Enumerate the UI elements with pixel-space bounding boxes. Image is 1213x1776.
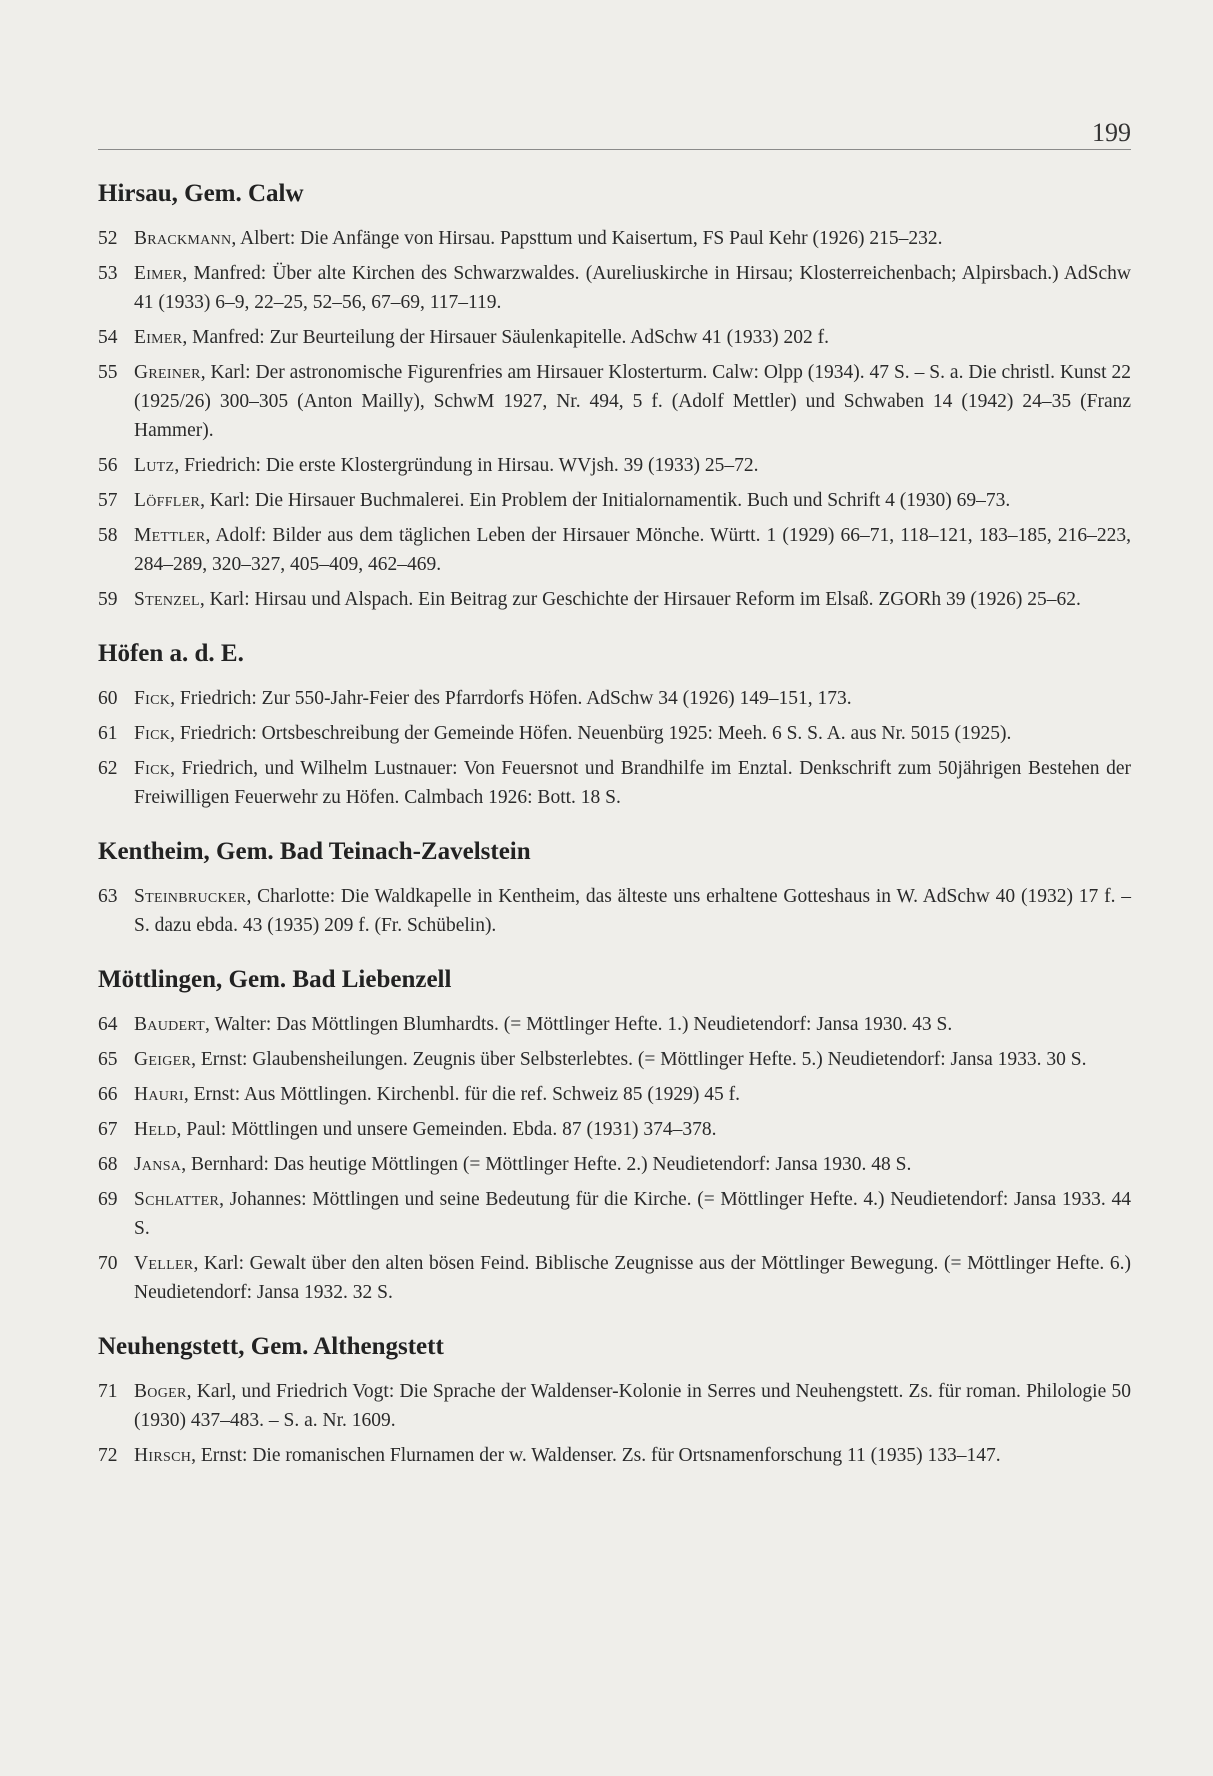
entry-text: , Karl: Die Hirsauer Buchmalerei. Ein Problem der Initialornamentik. Buch und Schrift 4 (1930) 69–73. bbox=[200, 490, 1011, 511]
entry-number: 71 bbox=[98, 1381, 118, 1402]
entry-text: , Karl, und Friedrich Vogt: Die Sprache der Waldenser-Kolonie in Serres und Neuhengstett. Zs. für roman. Philologie 50 (1930) 437–483. – S. a. Nr. 1609. bbox=[134, 1381, 1131, 1431]
entry-text: , Albert: Die Anfänge von Hirsau. Papsttum und Kaisertum, FS Paul Kehr (1926) 215–232. bbox=[231, 228, 943, 249]
entry-number: 64 bbox=[98, 1014, 118, 1035]
entry-number: 54 bbox=[98, 327, 118, 348]
entry-text: , Manfred: Zur Beurteilung der Hirsauer Säulenkapitelle. AdSchw 41 (1933) 202 f. bbox=[182, 327, 830, 348]
bibliography-entry bbox=[98, 1010, 1131, 1039]
entry-author: Veller bbox=[134, 1253, 194, 1274]
entry-number: 52 bbox=[98, 228, 118, 249]
bibliography-entry bbox=[98, 585, 1131, 614]
entry-number: 53 bbox=[98, 263, 118, 284]
entry-number: 68 bbox=[98, 1154, 118, 1175]
bibliography-entry bbox=[98, 486, 1131, 515]
section-title: Neuhengstett, Gem. Althengstett bbox=[98, 1333, 444, 1360]
entry-number: 72 bbox=[98, 1445, 118, 1466]
entry-author: Geiger bbox=[134, 1049, 192, 1070]
entry-number: 57 bbox=[98, 490, 118, 511]
entry-author: Eimer bbox=[134, 327, 183, 348]
entry-number: 56 bbox=[98, 455, 118, 476]
entry-text: , Adolf: Bilder aus dem täglichen Leben der Hirsauer Mönche. Württ. 1 (1929) 66–71, 118–121, 183–185, 216–223, 284–289, 320–327, 405–409, 462–469. bbox=[134, 525, 1131, 575]
entry-text: , Charlotte: Die Waldkapelle in Kentheim, das älteste uns erhaltene Gotteshaus in W. AdSchw 40 (1932) 17 f. – S. dazu ebda. 43 (1935) 209 f. (Fr. Schübelin). bbox=[134, 886, 1131, 936]
section-title: Höfen a. d. E. bbox=[98, 640, 244, 667]
entry-text: , Karl: Gewalt über den alten bösen Feind. Biblische Zeugnisse aus der Möttlinger Bewegung. (= Möttlinger Hefte. 6.) Neudietendorf: Jansa 1932. 32 S. bbox=[134, 1253, 1131, 1303]
entry-author: Mettler bbox=[134, 525, 206, 546]
section-title: Hirsau, Gem. Calw bbox=[98, 180, 304, 207]
entry-text: , Friedrich: Zur 550-Jahr-Feier des Pfarrdorfs Höfen. AdSchw 34 (1926) 149–151, 173. bbox=[170, 688, 852, 709]
entry-author: Eimer bbox=[134, 263, 183, 284]
entry-number: 62 bbox=[98, 758, 118, 779]
bibliography-section bbox=[98, 1331, 1131, 1470]
entry-text: , Karl: Der astronomische Figurenfries am Hirsauer Klosterturm. Calw: Olpp (1934). 47 S. – S. a. Die christl. Kunst 22 (1925/26) 300–305 (Anton Mailly), SchwM 1927, Nr. 494, 5 f. (Adolf Mettler) und Schwaben 14 (1942) 24–35 (Franz Hammer). bbox=[134, 362, 1131, 441]
entry-text: , Bernhard: Das heutige Möttlingen (= Möttlinger Hefte. 2.) Neudietendorf: Jansa 1930. 48 S. bbox=[181, 1154, 912, 1175]
bibliography-entry bbox=[98, 719, 1131, 748]
bibliography-entry bbox=[98, 1150, 1131, 1179]
bibliography-entry bbox=[98, 1441, 1131, 1470]
entry-text: , Ernst: Die romanischen Flurnamen der w. Waldenser. Zs. für Ortsnamenforschung 11 (1935) 133–147. bbox=[191, 1445, 1001, 1466]
entry-text: , Friedrich: Ortsbeschreibung der Gemeinde Höfen. Neuenbürg 1925: Meeh. 6 S. S. A. aus Nr. 5015 (1925). bbox=[170, 723, 1012, 744]
entry-author: Brackmann bbox=[134, 228, 232, 249]
bibliography-entry bbox=[98, 882, 1131, 940]
entry-number: 60 bbox=[98, 688, 118, 709]
bibliography-entry bbox=[98, 358, 1131, 445]
entry-author: Lutz bbox=[134, 455, 175, 476]
entry-text: , Ernst: Aus Möttlingen. Kirchenbl. für die ref. Schweiz 85 (1929) 45 f. bbox=[183, 1084, 740, 1105]
entry-text: , Paul: Möttlingen und unsere Gemeinden. Ebda. 87 (1931) 374–378. bbox=[176, 1119, 717, 1140]
bibliography-entry bbox=[98, 684, 1131, 713]
entry-author: Steinbrucker bbox=[134, 886, 247, 907]
section-title: Kentheim, Gem. Bad Teinach-Zavelstein bbox=[98, 838, 531, 865]
entry-author: Stenzel bbox=[134, 589, 200, 610]
bibliography-section bbox=[98, 964, 1131, 1307]
bibliography-entry bbox=[98, 1045, 1131, 1074]
entry-text: , Ernst: Glaubensheilungen. Zeugnis über Selbsterlebtes. (= Möttlinger Hefte. 5.) Neudietendorf: Jansa 1933. 30 S. bbox=[191, 1049, 1087, 1070]
entry-author: Hirsch bbox=[134, 1445, 192, 1466]
bibliography-content bbox=[98, 178, 1131, 1494]
bibliography-entry bbox=[98, 259, 1131, 317]
bibliography-entry bbox=[98, 754, 1131, 812]
bibliography-entry bbox=[98, 224, 1131, 253]
entry-author: Held bbox=[134, 1119, 177, 1140]
entry-number: 58 bbox=[98, 525, 118, 546]
bibliography-entry bbox=[98, 451, 1131, 480]
bibliography-section bbox=[98, 836, 1131, 940]
entry-author: Löffler bbox=[134, 490, 201, 511]
entry-number: 66 bbox=[98, 1084, 118, 1105]
entry-number: 70 bbox=[98, 1253, 118, 1274]
entry-number: 67 bbox=[98, 1119, 118, 1140]
entry-author: Fick bbox=[134, 723, 171, 744]
bibliography-entry bbox=[98, 1080, 1131, 1109]
entry-author: Fick bbox=[134, 758, 171, 779]
bibliography-section bbox=[98, 178, 1131, 614]
bibliography-entry bbox=[98, 1249, 1131, 1307]
section-title: Möttlingen, Gem. Bad Liebenzell bbox=[98, 966, 452, 993]
entry-number: 55 bbox=[98, 362, 118, 383]
bibliography-entry bbox=[98, 1115, 1131, 1144]
entry-number: 65 bbox=[98, 1049, 118, 1070]
bibliography-entry bbox=[98, 1377, 1131, 1435]
entry-author: Baudert bbox=[134, 1014, 206, 1035]
entry-author: Schlatter bbox=[134, 1189, 220, 1210]
entry-number: 59 bbox=[98, 589, 118, 610]
entry-text: , Friedrich, und Wilhelm Lustnauer: Von Feuersnot und Brandhilfe im Enztal. Denkschrift zum 50jährigen Bestehen der Freiwilligen Feuerwehr zu Höfen. Calmbach 1926: Bott. 18 S. bbox=[134, 758, 1131, 808]
entry-author: Fick bbox=[134, 688, 171, 709]
entry-text: , Karl: Hirsau und Alspach. Ein Beitrag zur Geschichte der Hirsauer Reform im Elsaß. ZGORh 39 (1926) 25–62. bbox=[199, 589, 1081, 610]
bibliography-entry bbox=[98, 521, 1131, 579]
page-number: 199 bbox=[1092, 118, 1131, 147]
entry-number: 63 bbox=[98, 886, 118, 907]
entry-author: Jansa bbox=[134, 1154, 182, 1175]
entry-text: , Walter: Das Möttlingen Blumhardts. (= Möttlinger Hefte. 1.) Neudietendorf: Jansa 1930. 43 S. bbox=[205, 1014, 953, 1035]
entry-text: , Friedrich: Die erste Klostergründung in Hirsau. WVjsh. 39 (1933) 25–72. bbox=[174, 455, 759, 476]
entry-author: Boger bbox=[134, 1381, 187, 1402]
bibliography-entry bbox=[98, 323, 1131, 352]
bibliography-entry bbox=[98, 1185, 1131, 1243]
entry-number: 69 bbox=[98, 1189, 118, 1210]
entry-author: Greiner bbox=[134, 362, 201, 383]
entry-author: Hauri bbox=[134, 1084, 184, 1105]
entry-number: 61 bbox=[98, 723, 118, 744]
header-rule bbox=[98, 149, 1131, 150]
entry-text: , Manfred: Über alte Kirchen des Schwarzwaldes. (Aureliuskirche in Hirsau; Klosterreichenbach; Alpirsbach.) AdSchw 41 (1933) 6–9, 22–25, 52–56, 67–69, 117–119. bbox=[134, 263, 1131, 313]
bibliography-section bbox=[98, 638, 1131, 812]
entry-text: , Johannes: Möttlingen und seine Bedeutung für die Kirche. (= Möttlinger Hefte. 4.) Neudietendorf: Jansa 1933. 44 S. bbox=[134, 1189, 1131, 1239]
